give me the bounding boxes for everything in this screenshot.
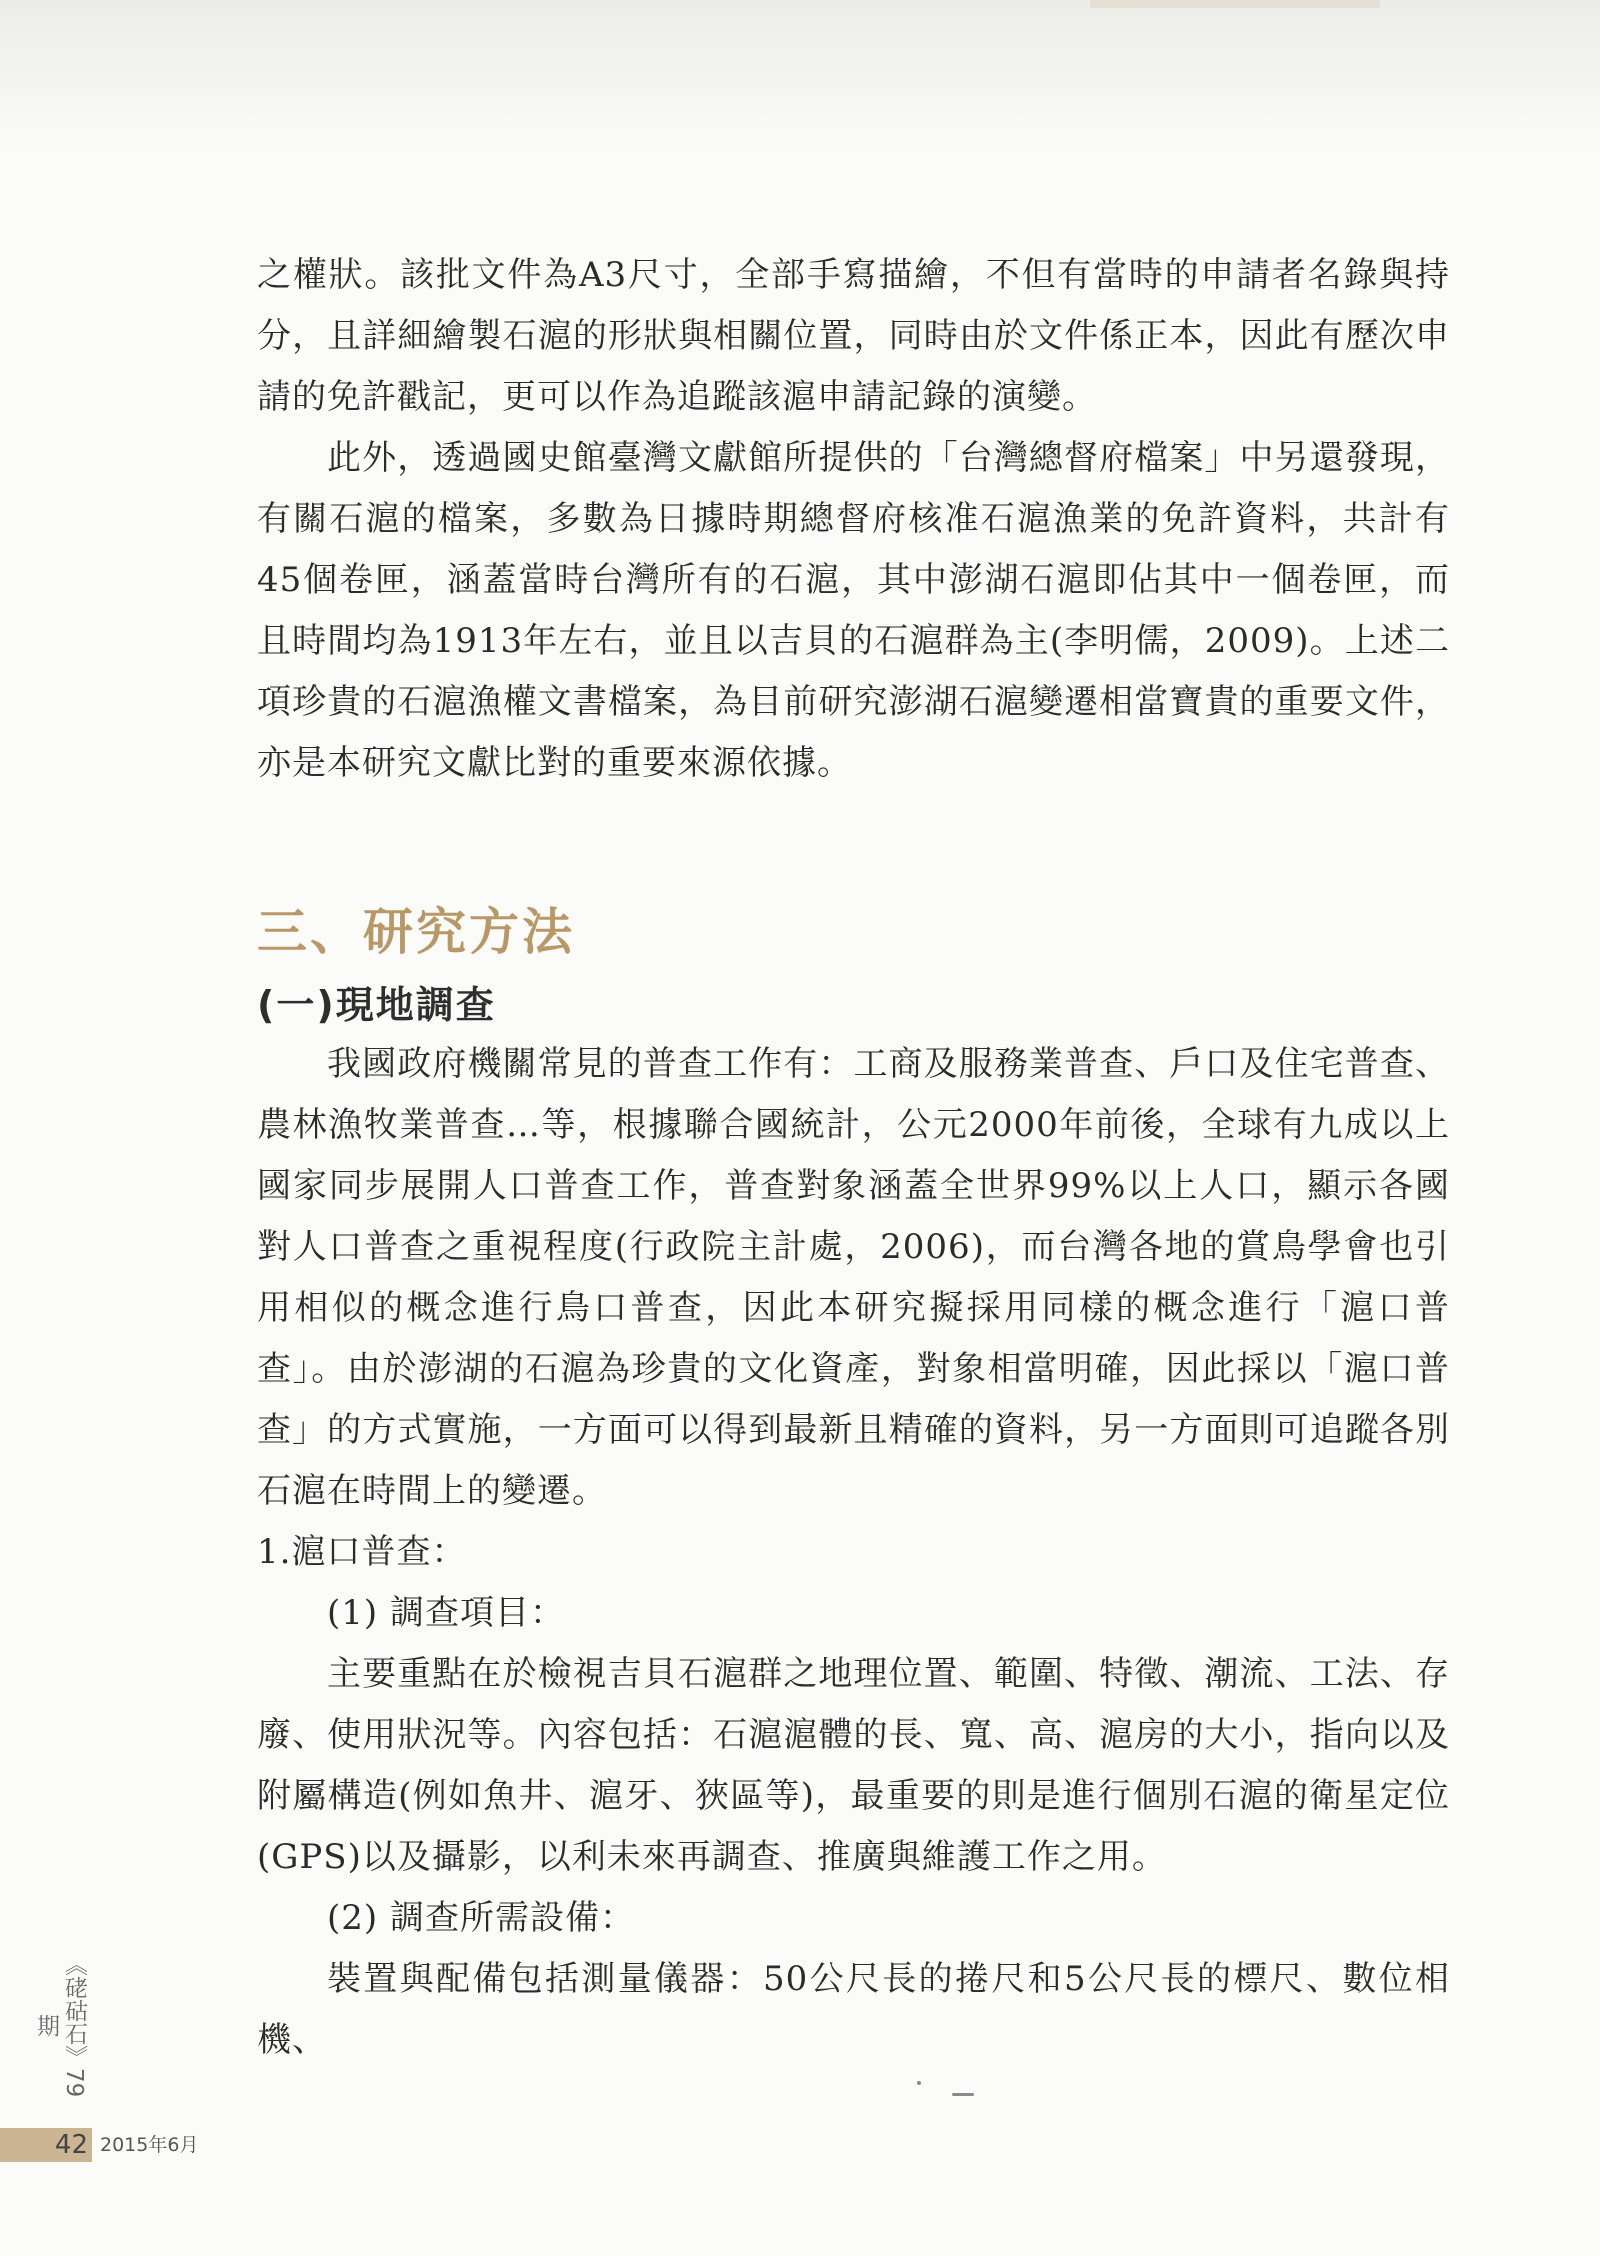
- list-sub1-text: 主要重點在於檢視吉貝石滬群之地理位置、範圍、特徵、潮流、工法、存廢、使用狀況等。內容包括：石滬滬體的長、寬、高、滬房的大小，指向以及附屬構造(例如魚井、滬牙、狹區等)，最重要的則是進行個別石滬的衛星定位(GPS)以及攝影，以利未來再調查、推廣與維護工作之用。: [257, 1654, 1450, 1877]
- method-paragraph-1: 我國政府機關常見的普查工作有：工商及服務業普查、戶口及住宅普查、農林漁牧業普查…等，根據聯合國統計，公元2000年前後，全球有九成以上國家同步展開人口普查工作，普查對象涵蓋全世界99%以上人口，顯示各國對人口普查之重視程度(行政院主計處，2006)，而台灣各地的賞鳥學會也引用相似的概念進行鳥口普查，因此本研究擬採用同樣的概念進行「滬口普查」。由於澎湖的石滬為珍貴的文化資產，對象相當明確，因此採以「滬口普查」的方式實施，一方面可以得到最新且精確的資料，另一方面則可追蹤各別石滬在時間上的變遷。: [257, 1044, 1450, 1511]
- page-footer: [0, 2128, 198, 2162]
- list-sub2-text: 裝置與配備包括測量儀器：50公尺長的捲尺和5公尺長的標尺、數位相機、: [257, 1959, 1450, 2060]
- page-number: 42: [0, 2128, 92, 2162]
- list-sub2-label: (2) 調查所需設備：: [327, 1898, 635, 1938]
- list-sub1-label: (1) 調查項目：: [327, 1593, 565, 1633]
- scan-speck: [952, 2093, 974, 2096]
- page-body: [257, 245, 1450, 2071]
- intro-paragraph-2: 此外，透過國史館臺灣文獻館所提供的「台灣總督府檔案」中另還發現，有關石滬的檔案，多數為日據時期總督府核准石滬漁業的免許資料，共計有45個卷匣，涵蓋當時台灣所有的石滬，其中澎湖石滬即佔其中一個卷匣，而且時間均為1913年左右，並且以吉貝的石滬群為主(李明儒，2009)。上述二項珍貴的石滬漁權文書檔案，為目前研究澎湖石滬變遷相當寶貴的重要文件，亦是本研究文獻比對的重要來源依據。: [257, 438, 1450, 783]
- list-item-1-label: 1.滬口普查：: [257, 1532, 467, 1572]
- section-heading: 三、研究方法: [257, 903, 575, 961]
- header-ink-mark: [1090, 0, 1380, 8]
- subsection-heading: (一)現地調查: [257, 983, 496, 1027]
- intro-paragraph-1: 之權狀。該批文件為A3尺寸，全部手寫描繪，不但有當時的申請者名錄與持分，且詳細繪製石滬的形狀與相關位置，同時由於文件係正本，因此有歷次申請的免許戳記，更可以作為追蹤該滬申請記錄的演變。: [257, 255, 1450, 417]
- scan-speck: [917, 2081, 921, 2085]
- scan-top-shading: [0, 0, 1600, 150]
- journal-title-vertical: 《硓𥑮石》79期: [33, 1952, 87, 2098]
- issue-date: 2015年6月: [100, 2134, 199, 2156]
